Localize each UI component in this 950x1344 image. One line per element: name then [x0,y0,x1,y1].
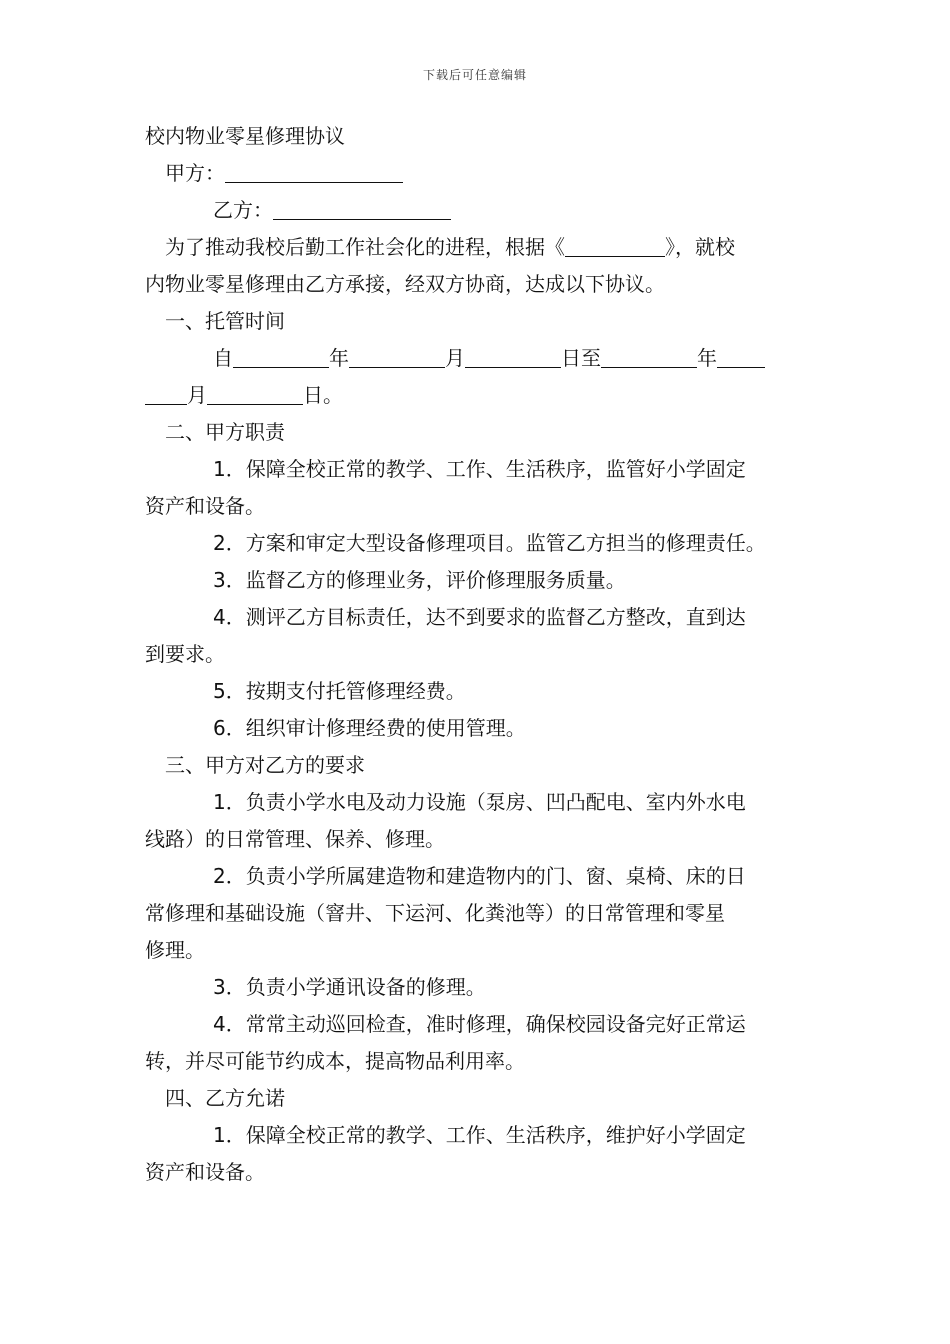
s2-item-2: 2．方案和审定大型设备修理项目。监管乙方担当的修理责任。 [213,531,766,555]
s2-item-4-line-1: 4．测评乙方目标责任，达不到要求的监督乙方整改，直到达 [213,605,746,629]
end-year-label: 年 [697,346,717,370]
document-name-blank [565,234,665,257]
s3-item-2-line-3: 修理。 [145,938,205,962]
end-day-label: 日。 [303,383,343,407]
s2-item-6: 6．组织审计修理经费的使用管理。 [213,716,526,740]
s4-item-1-line-1: 1．保障全校正常的教学、工作、生活秩序，维护好小学固定 [213,1123,746,1147]
intro-text-before: 为了推动我校后勤工作社会化的进程，根据《 [165,235,565,259]
section-4-heading: 四、乙方允诺 [165,1086,285,1110]
section-3-heading: 三、甲方对乙方的要求 [165,753,365,777]
s3-item-4-line-1: 4．常常主动巡回检查，准时修理，确保校园设备完好正常运 [213,1012,746,1036]
start-day-blank [465,345,561,368]
s3-item-3: 3．负责小学通讯设备的修理。 [213,975,486,999]
start-year-label: 年 [329,346,349,370]
s4-item-1-line-2: 资产和设备。 [145,1160,265,1184]
section-1-heading: 一、托管时间 [165,309,285,333]
s3-item-2-line-2: 常修理和基础设施（窨井、下运河、化粪池等）的日常管理和零星 [145,901,725,925]
s3-item-1-line-2: 线路）的日常管理、保养、修理。 [145,827,445,851]
document-title: 校内物业零星修理协议 [145,124,345,148]
party-a-blank [225,160,403,183]
term-date-line-1 [145,340,810,377]
party-b-blank [273,197,451,220]
end-year-blank [601,345,697,368]
start-year-blank [233,345,329,368]
party-a-line [145,155,810,192]
party-b-label: 乙方： [213,198,273,222]
start-month-label: 月 [445,346,465,370]
end-month-blank-end [145,382,187,405]
party-a-label: 甲方： [165,161,225,185]
section-2-heading: 二、甲方职责 [165,420,285,444]
intro-line-2: 内物业零星修理由乙方承接，经双方协商，达成以下协议。 [145,272,665,296]
date-from-label: 自 [213,346,233,370]
s3-item-4-line-2: 转，并尽可能节约成本，提高物品利用率。 [145,1049,525,1073]
page-header-note: 下载后可任意编辑 [422,68,527,82]
intro-text-after: 》，就校 [665,235,735,259]
agreement-document [145,118,810,1191]
end-month-label: 月 [187,383,207,407]
s2-item-1-line-2: 资产和设备。 [145,494,265,518]
term-date-line-2 [145,377,810,414]
s2-item-4-line-2: 到要求。 [145,642,225,666]
party-b-line [145,192,810,229]
start-month-blank [349,345,445,368]
s2-item-1-line-1: 1．保障全校正常的教学、工作、生活秩序，监管好小学固定 [213,457,746,481]
s2-item-3: 3．监督乙方的修理业务，评价修理服务质量。 [213,568,626,592]
end-day-blank [207,382,303,405]
day-to-label: 日至 [561,346,601,370]
s3-item-1-line-1: 1．负责小学水电及动力设施（泵房、凹凸配电、室内外水电 [213,790,746,814]
s2-item-5: 5．按期支付托管修理经费。 [213,679,466,703]
s3-item-2-line-1: 2．负责小学所属建造物和建造物内的门、窗、桌椅、床的日 [213,864,746,888]
end-month-blank-start [717,345,765,368]
intro-line-1 [145,229,810,266]
